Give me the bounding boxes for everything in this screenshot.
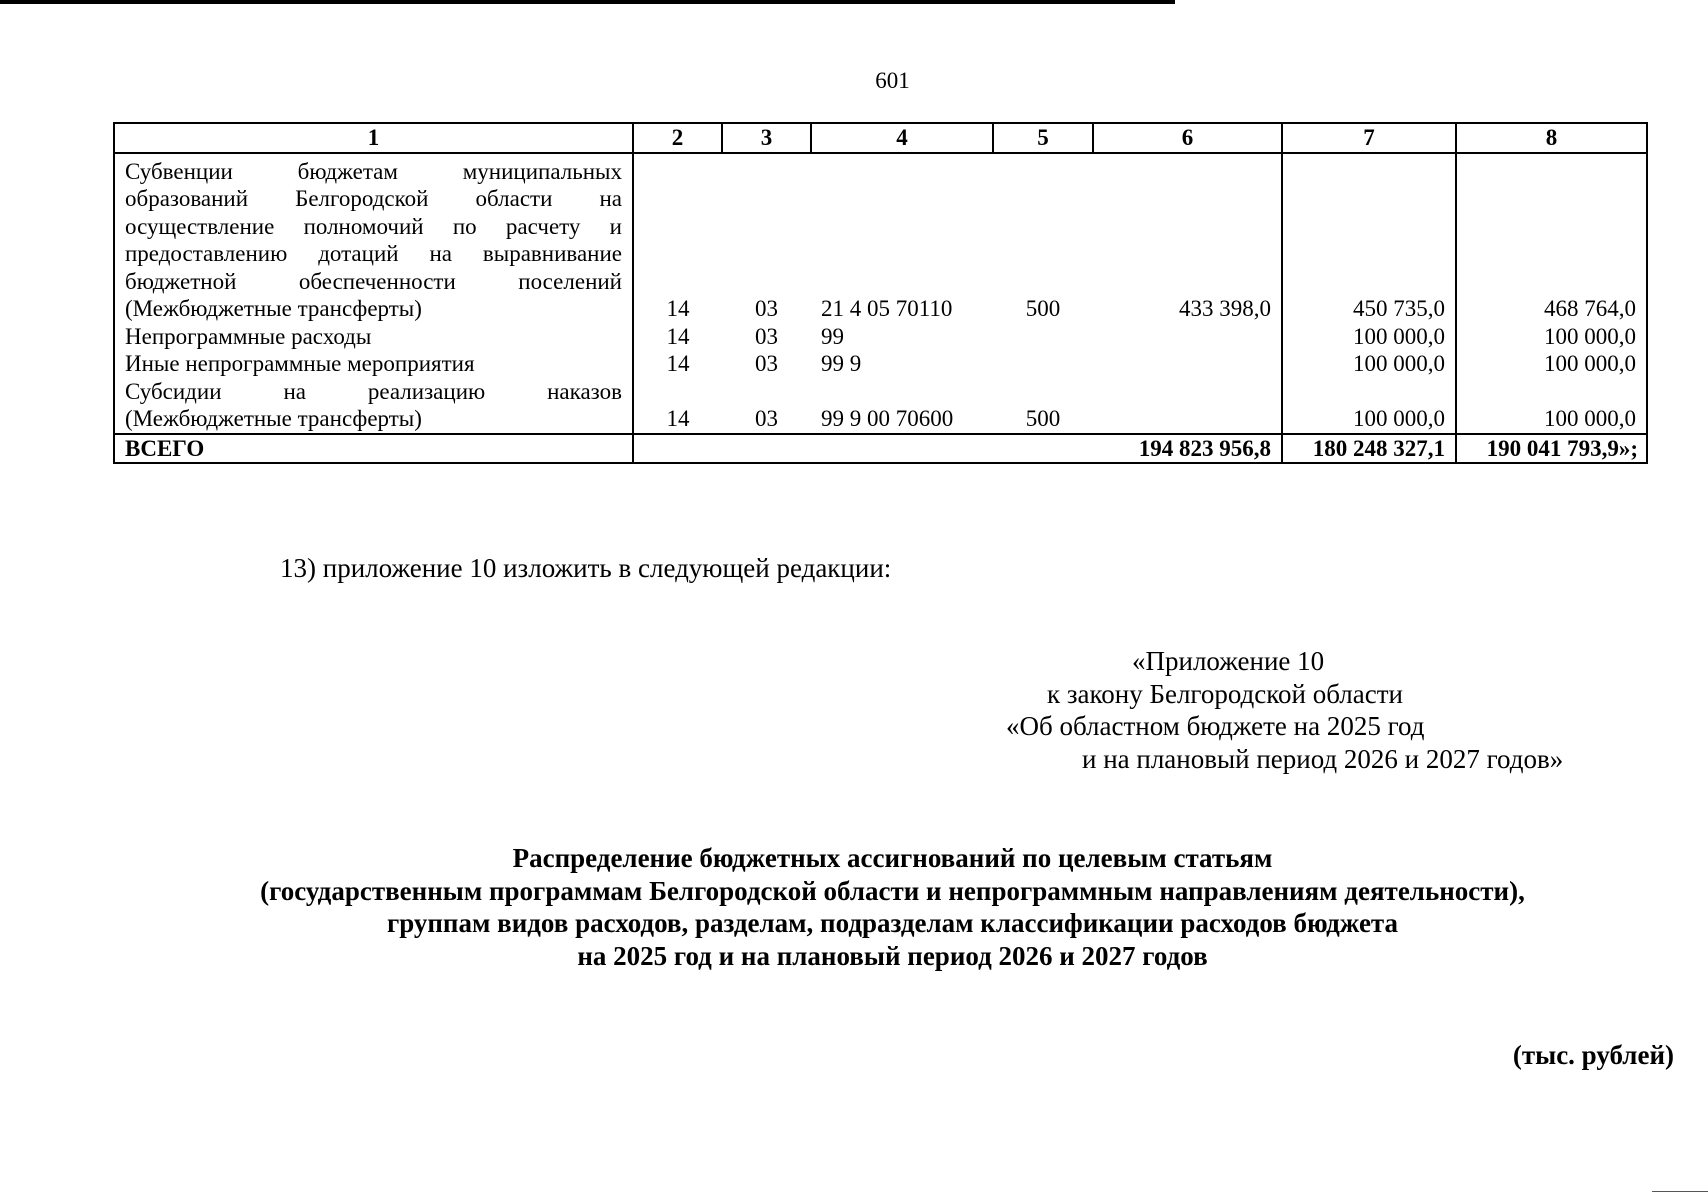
vr-cell: 500 — [1025, 406, 1061, 431]
table-row — [114, 350, 1647, 378]
total-2025-cell: 194 823 956,8 — [1093, 434, 1282, 464]
header-cell: 1 — [114, 123, 633, 153]
bottom-rule — [1652, 1191, 1708, 1192]
top-rule — [0, 0, 1175, 4]
amount-2027-cell: 100 000,0 — [1456, 323, 1647, 351]
total-empty-cell — [722, 434, 811, 464]
rz-cell: 14 — [633, 323, 722, 351]
amount-2027-cell: 100 000,0 — [1456, 350, 1647, 378]
header-cell: 3 — [722, 123, 811, 153]
document-title-line: Распределение бюджетных ассигнований по целевым статьям — [512, 843, 1273, 873]
amount-2025-cell: 433 398,0 — [1093, 153, 1282, 323]
row-name-cell: Непрограммные расходы — [114, 323, 633, 351]
csr-cell: 99 — [821, 323, 844, 349]
total-row — [114, 434, 1647, 464]
page-number: 601 — [875, 68, 910, 93]
csr-cell: 99 9 00 70600 — [821, 406, 954, 431]
header-cell: 8 — [1456, 123, 1647, 153]
amount-2026-cell: 100 000,0 — [1282, 378, 1456, 434]
csr-cell: 99 9 — [821, 351, 862, 376]
document-title-line: (государственным программам Белгородской области и непрограммным направлениям деятельности), — [260, 875, 1525, 906]
amount-2026-cell: 450 735,0 — [1282, 153, 1456, 323]
rz-cell: 14 — [633, 378, 722, 434]
amount-2026-cell: 100 000,0 — [1282, 323, 1456, 351]
pr-cell: 03 — [755, 351, 778, 376]
total-2026-cell: 180 248 327,1 — [1282, 434, 1456, 464]
amount-2026-cell: 100 000,0 — [1282, 350, 1456, 378]
pr-cell: 03 — [755, 406, 778, 431]
table-header-row — [114, 123, 1647, 153]
table-row — [114, 378, 1647, 434]
table-row — [114, 153, 1647, 323]
pr-cell: 03 — [755, 323, 778, 349]
row-name-cell: Иные непрограммные мероприятия — [114, 350, 633, 378]
total-label: ВСЕГО — [114, 434, 633, 464]
appendix-header-line: к закону Белгородской области — [1047, 678, 1403, 709]
unit-label: (тыс. рублей) — [1512, 1040, 1674, 1070]
vr-cell — [993, 350, 1093, 378]
appendix-header-line: «Приложение 10 — [1132, 646, 1325, 676]
rz-cell: 14 — [633, 350, 722, 378]
header-cell: 4 — [811, 123, 993, 153]
amount-2027-cell: 468 764,0 — [1456, 153, 1647, 323]
row-name-cell: Субсидии на реализацию наказов (Межбюджетные трансферты) — [114, 378, 633, 434]
vr-cell — [993, 323, 1093, 351]
document-title-line: группам видов расходов, разделам, подразделам классификации расходов бюджета — [386, 908, 1399, 938]
total-empty-cell — [633, 434, 722, 464]
amount-2025-cell — [1093, 323, 1282, 351]
amount-2027-cell: 100 000,0 — [1456, 378, 1647, 434]
appendix-header-line: и на плановый период 2026 и 2027 годов» — [1082, 743, 1564, 774]
vr-cell: 500 — [1025, 296, 1061, 321]
appendix-header — [1006, 645, 1708, 775]
document-title-line: на 2025 год и на плановый период 2026 и 2027 годов — [577, 940, 1208, 971]
table-row — [114, 323, 1647, 351]
document-title — [0, 842, 1708, 972]
pr-cell: 03 — [755, 296, 778, 321]
row-name-cell: Субвенции бюджетам муниципальных образований Белгородской области на осуществление полномочий по расчету и предоставлению дотаций на выравнивание бюджетной обеспеченности поселений (Межбюджетные трансферты) — [114, 153, 633, 323]
header-cell: 5 — [993, 123, 1093, 153]
appendix-header-line: «Об областном бюджете на 2025 год — [1006, 711, 1425, 741]
header-cell: 7 — [1282, 123, 1456, 153]
amount-2025-cell — [1093, 378, 1282, 434]
total-2027-cell: 190 041 793,9»; — [1456, 434, 1647, 464]
csr-cell: 21 4 05 70110 — [821, 296, 953, 321]
header-cell: 2 — [633, 123, 722, 153]
rz-cell: 14 — [633, 153, 722, 323]
budget-table — [113, 122, 1648, 464]
total-empty-cell — [993, 434, 1093, 464]
total-empty-cell — [811, 434, 993, 464]
amendment-instruction: 13) приложение 10 изложить в следующей редакции: — [280, 553, 892, 583]
header-cell: 6 — [1093, 123, 1282, 153]
amount-2025-cell — [1093, 350, 1282, 378]
